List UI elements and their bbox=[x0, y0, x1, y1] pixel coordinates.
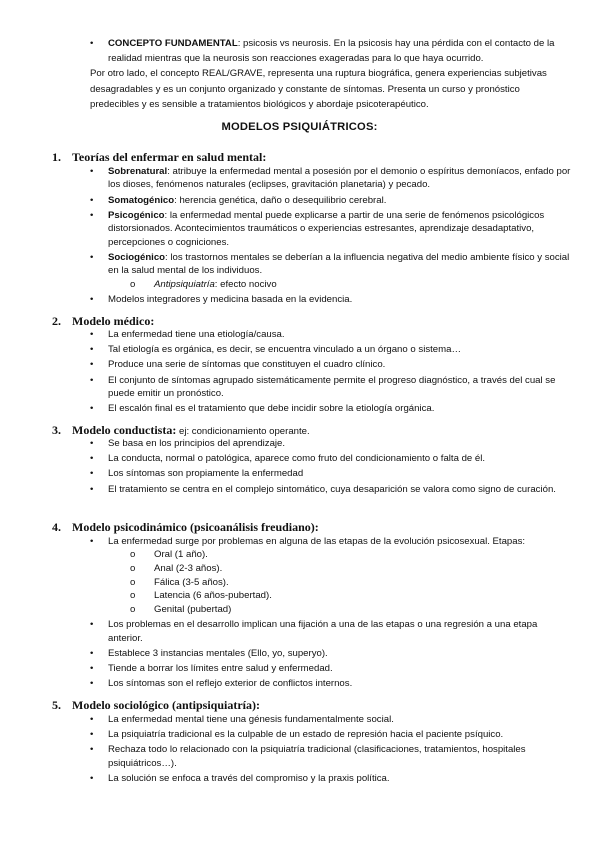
list-item-text: : la enfermedad mental puede explicarse a partir de una serie de fenómenos psicológicos distorsionados. Acontecimientos traumáticos o experiencias estresantes, aprendizaje desadaptativo, percepciones o cogniciones. bbox=[108, 209, 545, 248]
list-item-text: El tratamiento se centra en el complejo sintomático, cuya desaparición se valora como signo de curación. bbox=[108, 483, 556, 495]
section-number: 5. bbox=[52, 698, 61, 712]
section-title bbox=[52, 698, 260, 713]
sub-list-item bbox=[126, 548, 572, 562]
bullet-icon: • bbox=[90, 468, 94, 480]
intro-paragraph: Por otro lado, el concepto REAL/GRAVE, representa una ruptura biográfica, genera experiencias subjetivas desagradables y es un conjunto organizado y constante de síntomas. Presenta un curso y pronóstico predecibles y es sensible a tratamientos biológicos y abordaje psicoterapéutico. bbox=[90, 68, 547, 110]
bullet-icon: • bbox=[90, 403, 94, 415]
list-item-text: Modelos integradores y medicina basada en la evidencia. bbox=[108, 294, 353, 306]
bullet-icon: • bbox=[90, 294, 94, 306]
bullet-icon: • bbox=[90, 662, 94, 674]
bullet-icon: • bbox=[90, 773, 94, 785]
list-item-label: Sociogénico bbox=[108, 251, 166, 263]
section-title-text: Modelo conductista: bbox=[72, 423, 177, 437]
list-item-text: Se basa en los principios del aprendizaje. bbox=[108, 438, 286, 449]
list-item bbox=[90, 647, 572, 660]
sub-item-text: Genital (pubertad) bbox=[154, 603, 232, 615]
section-title bbox=[52, 314, 154, 329]
circle-bullet-icon: o bbox=[130, 576, 136, 588]
circle-bullet-icon: o bbox=[130, 278, 136, 290]
section-title bbox=[52, 423, 310, 438]
list-item bbox=[90, 251, 572, 291]
bullet-icon: • bbox=[90, 744, 94, 756]
sub-list bbox=[108, 278, 572, 292]
intro-bullet-label: CONCEPTO FUNDAMENTAL bbox=[108, 38, 238, 49]
section-title-text: Modelo médico: bbox=[72, 314, 155, 328]
list-item bbox=[90, 483, 572, 496]
section-list bbox=[90, 328, 572, 417]
list-item bbox=[90, 713, 572, 726]
list-item-text: Produce una serie de síntomas que constituyen el cuadro clínico. bbox=[108, 359, 386, 371]
bullet-icon: • bbox=[90, 619, 94, 631]
list-item-text: La solución se enfoca a través del compromiso y la praxis política. bbox=[108, 773, 390, 785]
bullet-icon: • bbox=[90, 166, 94, 177]
bullet-icon: • bbox=[90, 359, 94, 371]
list-item bbox=[90, 165, 572, 192]
section-list bbox=[90, 535, 572, 692]
bullet-icon: • bbox=[90, 38, 94, 49]
list-item-label: Somatogénico bbox=[108, 194, 175, 206]
intro-bullet-text: : psicosis vs neurosis. En la psicosis hay una pérdida con el contacto de la realidad mientras que la neurosis son reacciones exageradas para lo que haya ocurrido. bbox=[108, 38, 555, 65]
sub-list-item bbox=[126, 562, 572, 576]
section-title-note: ej: condicionamiento operante. bbox=[176, 426, 310, 437]
list-item-text: La enfermedad surge por problemas en alguna de las etapas de la evolución psicosexual. Etapas: bbox=[108, 536, 526, 547]
list-item-text: La psiquiatría tradicional es la culpable de un estado de represión hacia el paciente psíquico. bbox=[108, 729, 504, 741]
section-number: 1. bbox=[52, 150, 61, 164]
list-item-text: Tiende a borrar los límites entre salud y enfermedad. bbox=[108, 662, 333, 674]
list-item bbox=[90, 618, 572, 645]
circle-bullet-icon: o bbox=[130, 563, 136, 574]
list-item-text: Los problemas en el desarrollo implican una fijación a una de las etapas o una regresión a una etapa anterior. bbox=[108, 619, 538, 644]
list-item bbox=[90, 293, 572, 306]
section-list bbox=[90, 165, 572, 308]
list-item-text: : herencia genética, daño o desequilibrio cerebral. bbox=[174, 194, 387, 206]
list-item-text: La enfermedad mental tiene una génesis fundamentalmente social. bbox=[108, 714, 394, 725]
bullet-icon: • bbox=[90, 344, 94, 356]
list-item-label: Sobrenatural bbox=[108, 166, 168, 177]
list-item bbox=[90, 728, 572, 741]
list-item-text: La enfermedad tiene una etiología/causa. bbox=[108, 329, 285, 340]
list-item-text: Rechaza todo lo relacionado con la psiquiatría tradicional (clasificaciones, tratamientos, hospitales psiquiátricos…). bbox=[108, 744, 526, 769]
section-number: 3. bbox=[52, 423, 61, 437]
section-number: 4. bbox=[52, 520, 61, 534]
bullet-icon: • bbox=[90, 438, 94, 449]
list-item bbox=[90, 194, 572, 207]
sub-list-item bbox=[126, 278, 572, 292]
bullet-icon: • bbox=[90, 678, 94, 690]
circle-bullet-icon: o bbox=[130, 590, 136, 602]
bullet-icon: • bbox=[90, 536, 94, 547]
list-item bbox=[90, 358, 572, 371]
list-item bbox=[90, 467, 572, 480]
list-item-text: La conducta, normal o patológica, aparece como fruto del condicionamiento o falta de él. bbox=[108, 453, 486, 465]
sub-list-item bbox=[126, 603, 572, 617]
bullet-icon: • bbox=[90, 209, 94, 221]
list-item-text: Establece 3 instancias mentales (Ello, yo, superyo). bbox=[108, 647, 328, 659]
intro-bullet bbox=[90, 36, 570, 66]
list-item-text: El conjunto de síntomas agrupado sistemáticamente permite el progreso diagnóstico, a través del cual se puede emitir un pronóstico. bbox=[108, 374, 556, 400]
circle-bullet-icon: o bbox=[130, 549, 136, 561]
section-title-text: Teorías del enfermar en salud mental: bbox=[72, 150, 267, 164]
bullet-icon: • bbox=[90, 453, 94, 465]
sub-list-item bbox=[126, 589, 572, 603]
intro-block bbox=[90, 36, 570, 112]
section-number: 2. bbox=[52, 314, 61, 328]
section-title-text: Modelo sociológico (antipsiquiatría): bbox=[72, 698, 260, 712]
list-item bbox=[90, 374, 572, 401]
section-title-text: Modelo psicodinámico (psicoanálisis freudiano): bbox=[72, 520, 319, 534]
list-item bbox=[90, 772, 572, 785]
section-title bbox=[52, 520, 319, 535]
list-item bbox=[90, 662, 572, 675]
section-title bbox=[52, 150, 266, 165]
sub-item-text: Fálica (3-5 años). bbox=[154, 576, 229, 588]
list-item-text: Tal etiología es orgánica, es decir, se encuentra vinculado a un órgano o sistema… bbox=[108, 344, 462, 356]
list-item bbox=[90, 328, 572, 341]
bullet-icon: • bbox=[90, 729, 94, 741]
list-item-text: Los síntomas son el reflejo exterior de conflictos internos. bbox=[108, 678, 353, 690]
sub-item-text: Anal (2-3 años). bbox=[154, 563, 223, 574]
bullet-icon: • bbox=[90, 374, 94, 386]
list-item bbox=[90, 452, 572, 465]
list-item-text: Los síntomas son propiamente la enfermedad bbox=[108, 468, 304, 480]
section-list bbox=[90, 437, 572, 498]
sub-item-emphasis: Antipsiquiatría bbox=[154, 278, 215, 290]
sub-list-item bbox=[126, 576, 572, 590]
list-item bbox=[90, 535, 572, 616]
circle-bullet-icon: o bbox=[130, 603, 136, 615]
bullet-icon: • bbox=[90, 647, 94, 659]
list-item-text: : atribuye la enfermedad mental a posesión por el demonio o espíritus demoníacos, enfado por los dioses, fenómenos naturales (eclipses, gravitación planetaria) y pecado. bbox=[108, 166, 571, 191]
list-item bbox=[90, 743, 572, 770]
bullet-icon: • bbox=[90, 714, 94, 725]
bullet-icon: • bbox=[90, 483, 94, 495]
bullet-icon: • bbox=[90, 251, 94, 263]
sub-list bbox=[108, 548, 572, 616]
bullet-icon: • bbox=[90, 329, 94, 340]
list-item-text: : los trastornos mentales se deberían a la influencia negativa del medio ambiente físico y social en la salud mental de los individuos. bbox=[108, 251, 570, 277]
list-item-text: El escalón final es el tratamiento que debe incidir sobre la etiología orgánica. bbox=[108, 403, 435, 415]
list-item bbox=[90, 209, 572, 249]
section-list bbox=[90, 713, 572, 787]
list-item bbox=[90, 677, 572, 690]
list-item bbox=[90, 402, 572, 415]
list-item bbox=[90, 437, 572, 450]
page-heading: MODELOS PSIQUIÁTRICOS: bbox=[221, 121, 378, 133]
list-item-label: Psicogénico bbox=[108, 209, 165, 221]
sub-item-text: Latencia (6 años-pubertad). bbox=[154, 590, 272, 602]
sub-item-text: Oral (1 año). bbox=[154, 549, 208, 561]
sub-item-text: : efecto nocivo bbox=[214, 278, 277, 290]
list-item bbox=[90, 343, 572, 356]
bullet-icon: • bbox=[90, 194, 94, 206]
